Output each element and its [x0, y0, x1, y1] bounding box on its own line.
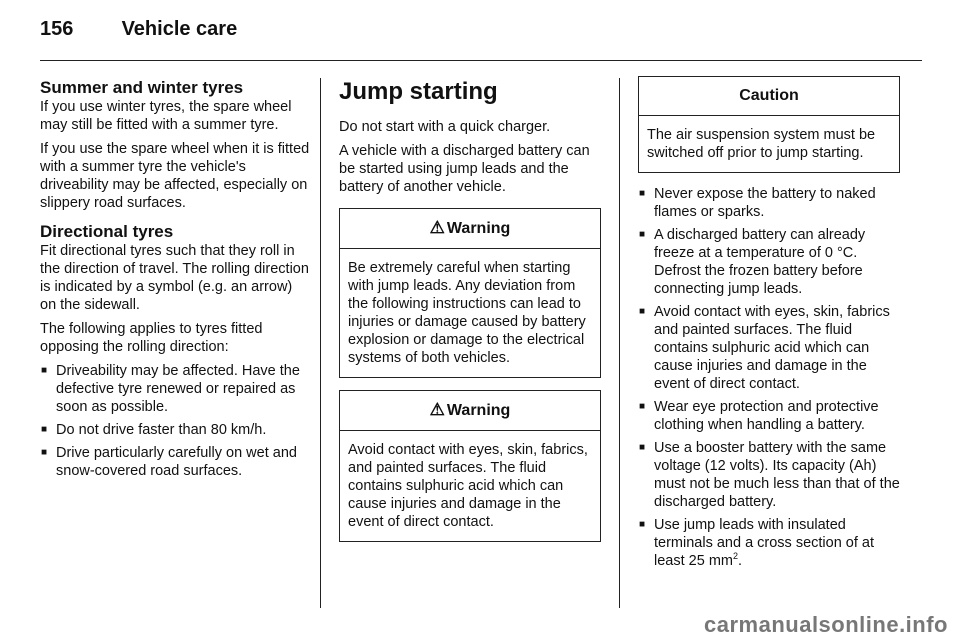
- column-2: [339, 78, 601, 552]
- caution-box-header: Caution: [639, 77, 899, 116]
- warning-text: Be extremely careful when starting with jump leads. Any deviation from the following instructions can lead to injuries or damage caused by battery explosion or damage to the electrical systems of both vehicles.: [348, 260, 586, 366]
- list-item: ■ Wear eye protection and protective clothing when handling a battery.: [638, 398, 900, 434]
- list-item: ■ Use a booster battery with the same voltage (12 volts). Its capacity (Ah) must not be much less than that of the discharged battery.: [638, 439, 900, 511]
- directional-heading: Directional tyres: [40, 222, 174, 241]
- list-item: ■ Do not drive faster than 80 km/h.: [40, 421, 312, 439]
- warning-title: Warning: [446, 402, 511, 419]
- warning-box-2: [339, 390, 601, 542]
- list-item: ■ Driveability may be affected. Have the defective tyre renewed or repaired as soon as possible.: [40, 362, 312, 416]
- page-header: [40, 18, 237, 41]
- column-3: [638, 76, 900, 575]
- warning-triangle-icon: ⚠: [429, 218, 445, 237]
- page-number: 156: [40, 18, 74, 40]
- warning-box-header: [340, 391, 600, 431]
- jump-starting-heading: Jump starting: [339, 78, 498, 105]
- list-item: [638, 516, 900, 570]
- warning-title: Warning: [446, 220, 511, 237]
- warning-text: Avoid contact with eyes, skin, fabrics, and painted surfaces. The fluid contains sulphuric acid which can cause injuries and damage in the event of direct contact.: [348, 442, 588, 530]
- jump-paragraph-2: A vehicle with a discharged battery can be started using jump leads and the battery of another vehicle.: [339, 143, 590, 195]
- summer-paragraph-2: If you use the spare wheel when it is fitted with a summer tyre the vehicle's driveability may be affected, especially on slippery road surfaces.: [40, 141, 310, 211]
- superscript: 2: [732, 551, 738, 562]
- jump-start-bullet-list: [638, 185, 900, 570]
- column-divider-2: [619, 78, 620, 608]
- list-item: ■ A discharged battery can already freeze at a temperature of 0 °C. Defrost the frozen battery before connecting jump leads.: [638, 226, 900, 298]
- page-title: Vehicle care: [121, 18, 238, 40]
- warning-box-header: [340, 209, 600, 249]
- column-divider-1: [320, 78, 321, 608]
- warning-box-1: [339, 208, 601, 378]
- footer-watermark: carmanualsonline.info: [704, 612, 948, 637]
- column-1: [40, 78, 312, 485]
- directional-bullet-list: [40, 362, 312, 480]
- directional-paragraph-2: The following applies to tyres fitted opposing the rolling direction:: [40, 321, 263, 355]
- list-item: ■ Never expose the battery to naked flames or sparks.: [638, 185, 900, 221]
- list-item-end: .: [738, 553, 743, 569]
- list-item: ■ Drive particularly carefully on wet and snow-covered road surfaces.: [40, 444, 312, 480]
- jump-paragraph-1: Do not start with a quick charger.: [339, 119, 551, 135]
- summer-winter-heading: Summer and winter tyres: [40, 78, 244, 97]
- warning-triangle-icon: ⚠: [429, 400, 445, 419]
- list-item-text: Use jump leads with insulated terminals and a cross section of at least 25 mm: [654, 517, 875, 569]
- directional-paragraph-1: Fit directional tyres such that they roll in the direction of travel. The rolling direction is indicated by a symbol (e.g. an arrow) on the sidewall.: [40, 243, 309, 313]
- caution-box: [638, 76, 900, 173]
- header-rule: [40, 60, 922, 61]
- caution-text: The air suspension system must be switched off prior to jump starting.: [647, 127, 876, 161]
- summer-paragraph-1: If you use winter tyres, the spare wheel may still be fitted with a summer tyre.: [40, 99, 292, 133]
- list-item: ■ Avoid contact with eyes, skin, fabrics and painted surfaces. The fluid contains sulphuric acid which can cause injuries and damage in the event of direct contact.: [638, 303, 900, 393]
